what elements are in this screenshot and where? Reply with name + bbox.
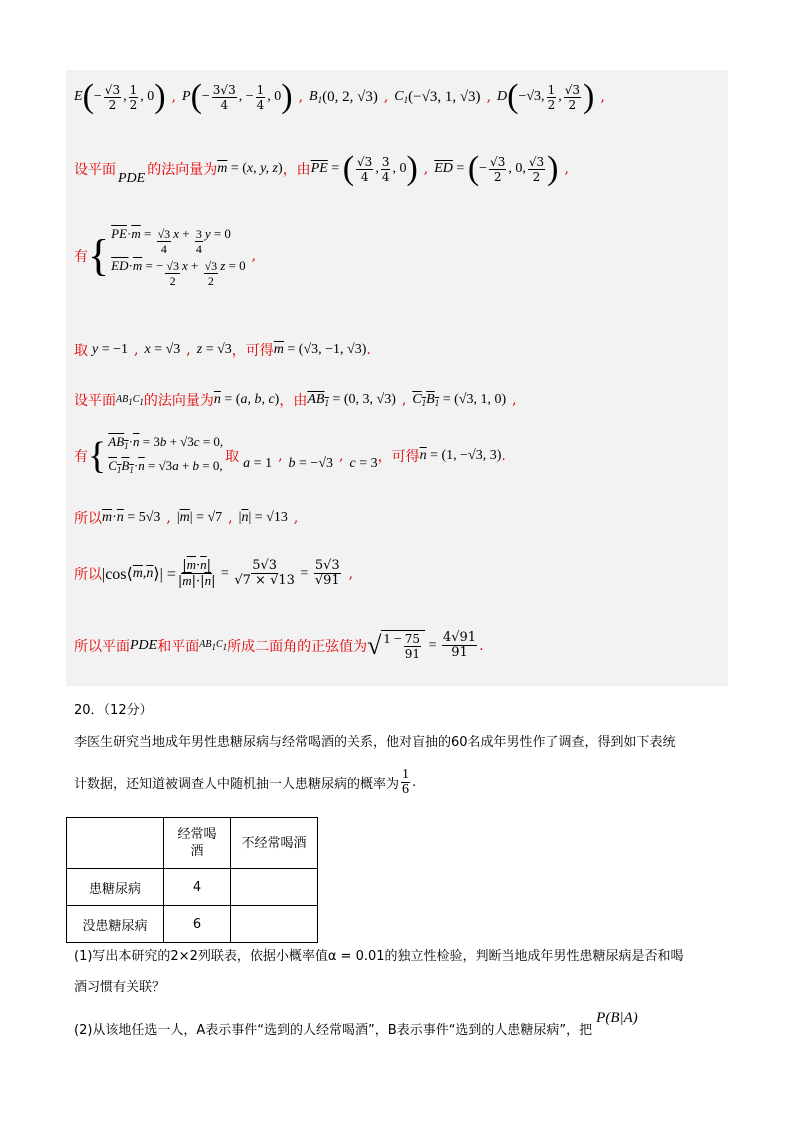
table-row-no-diabetes-label: 没患糖尿病 [67, 906, 164, 943]
table-header-drinks-often: 经常喝 酒 [164, 818, 231, 869]
problem-text-line-2: 计数据，还知道被调查人中随机抽一人患糖尿病的概率为 $\frac{1}{6}$ . [74, 767, 417, 797]
question-1-line-2: 酒习惯有关联？ [74, 980, 166, 995]
table-row-diabetes-label: 患糖尿病 [67, 869, 164, 906]
table-cell-diabetes-drinks: 4 [164, 869, 231, 906]
table-header-drinks-rarely: 不经常喝酒 [231, 818, 318, 869]
table-cell-empty-2 [231, 906, 318, 943]
choose-m-line: 取 y = −1 , x = √3 , z = √3 ，可得 $\overline{m}$ = (√3, −1, √3) . [74, 342, 371, 359]
table-cell-no-diabetes-drinks: 6 [164, 906, 231, 943]
plane-ab1c1-normal-line: 设平面 AB1C1 的法向量为 $\overline{n}$ = ( a, b, c ) ，由 $AB_1$ = (0, 3, √3) , $C_1B_1$ = (√3, 1, 0) , [74, 392, 517, 409]
cosine-line: 所以 |cos⟨ $\overline{m}$ , $\overline{n}$ ⟩| = $\frac{|\overline{m}\cdot\overline{n}|}{|\overline{m}|\cdot|\overline{n}|}$ = $\frac{5√3}{√7 \times √13}$ = $\frac{5√3}{√91}$ , [74, 557, 354, 589]
dot-product-line: 所以 $\overline{m}$ · $\overline{n}$ = 5√3 , | $\overline{m}$ | = √7 , | $\overline{n}$ | = √13 , [74, 510, 299, 527]
question-1-line-1: (1)写出本研究的2×2列联表，依据小概率值α = 0.01的独立性检验，判断当地成年男性患糖尿病是否和喝 [74, 949, 684, 964]
problem-text-line-1: 李医生研究当地成年男性患糖尿病与经常喝酒的关系，他对盲抽的60名成年男性作了调查，得到如下表统 [74, 735, 676, 750]
conclusion-line: 所以平面 PDE 和平面 AB1C1 所成二面角的正弦值为 √ 1 − $\frac{75}{91}$ = $\frac{4√91}{91}$ . [74, 630, 484, 661]
problem-number: 20．（12分） [74, 703, 153, 718]
table-corner-cell [67, 818, 164, 869]
system-ab1c1-line: 有 { $AB_1\cdot\overline{n} = 3b + √3c = 0$, $C_1B_1\cdot\overline{n} = √3a + b = 0$, 取 a = 1 , b = −√3 , c = 3 ，可得 $\overline{n}$ = (1, −√3, 3) . [74, 434, 506, 477]
survey-table [66, 817, 318, 943]
plane-pde-normal-line: 设平面 PDE 的法向量为 $\overline{m}$ = ( x, y, z ) ，由 $\overline{PE}$ = ( $\frac{√3}{4}$ , $\frac{3}{4}$ , 0 ) , $\overline{ED}$ = ( − $\frac{√3}{2}$ , 0, $\frac{√3}{2}$ ) , [74, 150, 569, 187]
question-2-line: (2)从该地任选一人，A表示事件“选到的人经常喝酒”，B表示事件“选到的人患糖尿病”，把 P(B|A) [74, 1010, 638, 1038]
system-pde-line: 有 { $\overline{PE}\cdot\overline{m}$ = $\frac{√3}{4}$ x + $\frac{3}{4}$ y = 0 $\overline{ED}\cdot\overline{m}$ = − $\frac{√3}{2}$ x + $\frac{√3}{2}$ z = 0 , [74, 226, 257, 288]
coordinates-line: E ( − $\frac{√3}{2}$ , $\frac{1}{2}$ , 0 ) , P ( − $\frac{3√3}{4}$ , − $\frac{1}{4}$ , 0 ) , $B_1$ (0, 2, √3) , $C_1$ (−√3, 1, √3) , D ( −√3, $\frac{1}{2}$ , $\frac{√3}{2}$ ) , [74, 78, 605, 115]
table-cell-empty-1 [231, 869, 318, 906]
